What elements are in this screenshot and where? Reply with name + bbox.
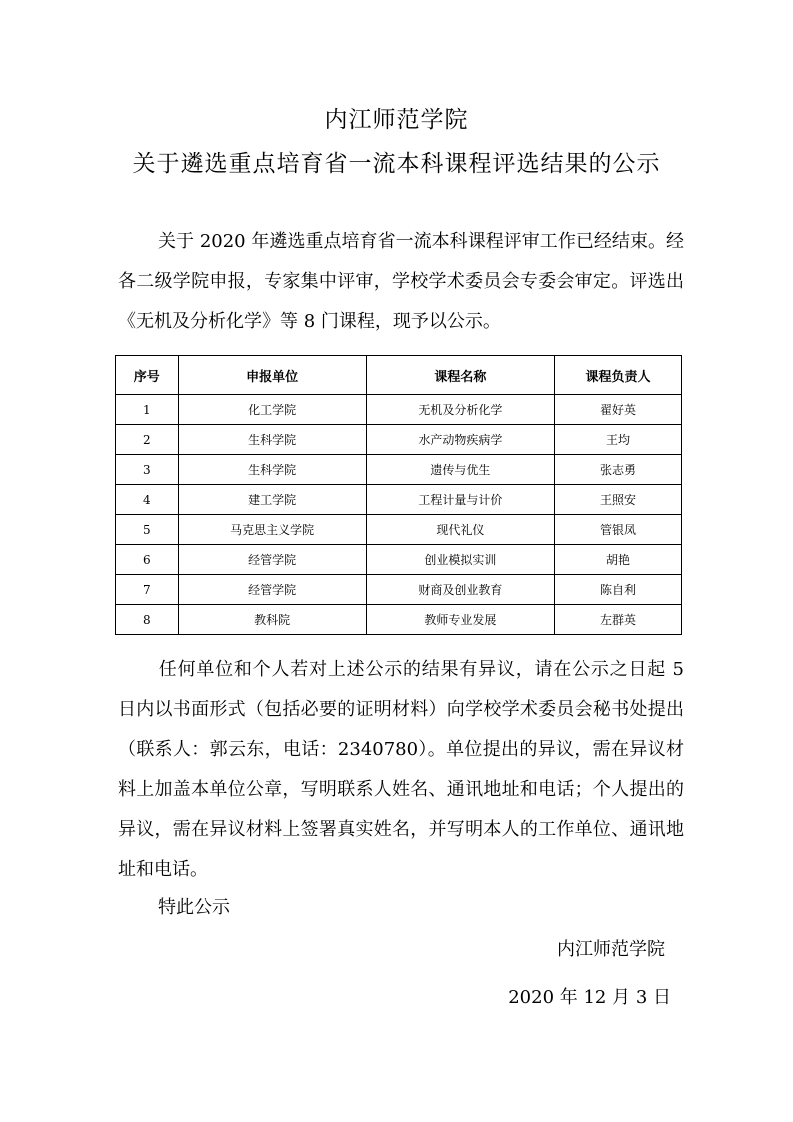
- cell-index: 3: [116, 455, 179, 485]
- table-row: [116, 575, 682, 605]
- header-index: 序号: [116, 356, 179, 395]
- cell-index: 4: [116, 485, 179, 515]
- cell-unit: 化工学院: [178, 395, 366, 425]
- cell-unit: 建工学院: [178, 485, 366, 515]
- intro-text: 关于 2020 年遴选重点培育省一流本科课程评审工作已经结束。经各二级学院申报，专家集中评审，学校学术委员会专委会审定。评选出《无机及分析化学》等 8 门课程，现予以公示。: [118, 231, 684, 332]
- cell-unit: 生科学院: [178, 455, 366, 485]
- table-header-row: [116, 356, 682, 395]
- table-row: [116, 455, 682, 485]
- header-leader: 课程负责人: [555, 356, 682, 395]
- notice-title: 关于遴选重点培育省一流本科课程评选结果的公示: [132, 151, 661, 177]
- cell-course: 无机及分析化学: [366, 395, 554, 425]
- cell-index: 8: [116, 605, 179, 635]
- issue-date: 2020 年 12 月 3 日: [508, 987, 671, 1008]
- signature: 内江师范学院: [557, 939, 665, 960]
- cell-unit: 生科学院: [178, 425, 366, 455]
- cell-unit: 经管学院: [178, 545, 366, 575]
- table-row: [116, 425, 682, 455]
- cell-course: 教师专业发展: [366, 605, 554, 635]
- cell-course: 现代礼仪: [366, 515, 554, 545]
- cell-course: 遗传与优生: [366, 455, 554, 485]
- cell-leader: 左群英: [555, 605, 682, 635]
- cell-unit: 教科院: [178, 605, 366, 635]
- header-course: 课程名称: [366, 356, 554, 395]
- cell-course: 工程计量与计价: [366, 485, 554, 515]
- cell-index: 5: [116, 515, 179, 545]
- results-table: [115, 355, 682, 635]
- table-row: [116, 605, 682, 635]
- objection-text: 任何单位和个人若对上述公示的结果有异议，请在公示之日起 5 日内以书面形式（包括必要的证明材料）向学校学术委员会秘书处提出（联系人：郭云东，电话：2340780）。单位提出的异议，需在异议材料上加盖本单位公章，写明联系人姓名、通讯地址和电话；个人提出的异议，需在异议材料上签署真实姓名，并写明本人的工作单位、通讯地址和电话。: [118, 659, 684, 880]
- cell-index: 1: [116, 395, 179, 425]
- cell-leader: 陈自利: [555, 575, 682, 605]
- cell-course: 创业模拟实训: [366, 545, 554, 575]
- cell-leader: 翟好英: [555, 395, 682, 425]
- cell-course: 财商及创业教育: [366, 575, 554, 605]
- cell-unit: 马克思主义学院: [178, 515, 366, 545]
- header-unit: 申报单位: [178, 356, 366, 395]
- table-row: [116, 395, 682, 425]
- cell-leader: 胡艳: [555, 545, 682, 575]
- cell-index: 2: [116, 425, 179, 455]
- cell-leader: 王均: [555, 425, 682, 455]
- closing-line: 特此公示: [158, 897, 230, 918]
- intro-paragraph: [118, 222, 684, 342]
- cell-unit: 经管学院: [178, 575, 366, 605]
- institution-title: 内江师范学院: [324, 107, 469, 133]
- cell-index: 7: [116, 575, 179, 605]
- table-row: [116, 515, 682, 545]
- table-row: [116, 545, 682, 575]
- cell-course: 水产动物疾病学: [366, 425, 554, 455]
- table-row: [116, 485, 682, 515]
- cell-leader: 王照安: [555, 485, 682, 515]
- cell-index: 6: [116, 545, 179, 575]
- cell-leader: 管银凤: [555, 515, 682, 545]
- cell-leader: 张志勇: [555, 455, 682, 485]
- objection-paragraph: [118, 650, 684, 890]
